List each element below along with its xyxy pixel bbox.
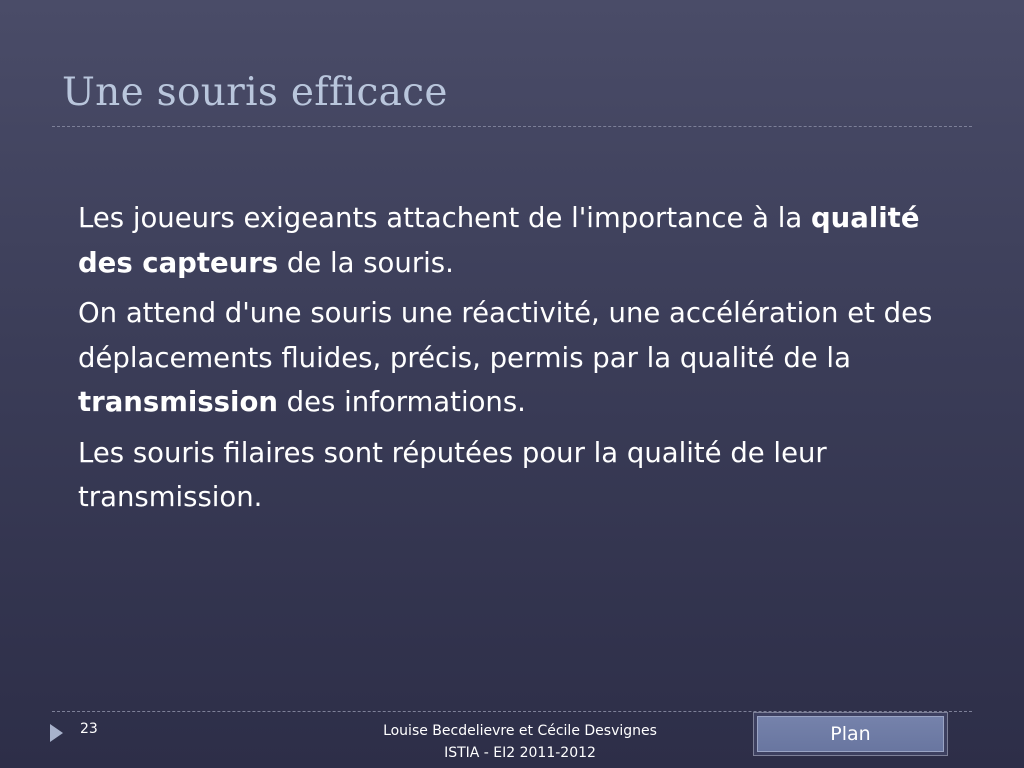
paragraph-1 [78,196,978,285]
slide-content [78,196,978,526]
plan-button[interactable] [753,712,948,756]
footer-institution: ISTIA - EI2 2011-2012 [444,745,596,761]
slide-title: Une souris efficace [62,70,448,115]
slide-number: 23 [80,721,98,737]
paragraph-3: Les souris filaires sont réputées pour la qualité de leur transmission. [78,436,827,513]
paragraph-2-text: On attend d'une souris une réactivité, une accélération et des déplacements fluides, précis, permis par la qualité de la [78,297,933,374]
footer-credits [350,720,690,764]
paragraph-2-emphasis: transmission [78,386,278,418]
footer-authors: Louise Becdelievre et Cécile Desvignes [383,723,657,739]
paragraph-2 [78,291,978,425]
triangle-right-icon [50,724,63,742]
title-divider [52,126,972,127]
paragraph-1-text: Les joueurs exigeants attachent de l'importance à la [78,202,811,234]
paragraph-2-text-end: des informations. [277,386,526,418]
paragraph-1-emphasis: qualité des capteurs [78,202,920,279]
paragraph-1-text-end: de la souris. [278,246,454,279]
plan-button-label: Plan [757,716,944,752]
